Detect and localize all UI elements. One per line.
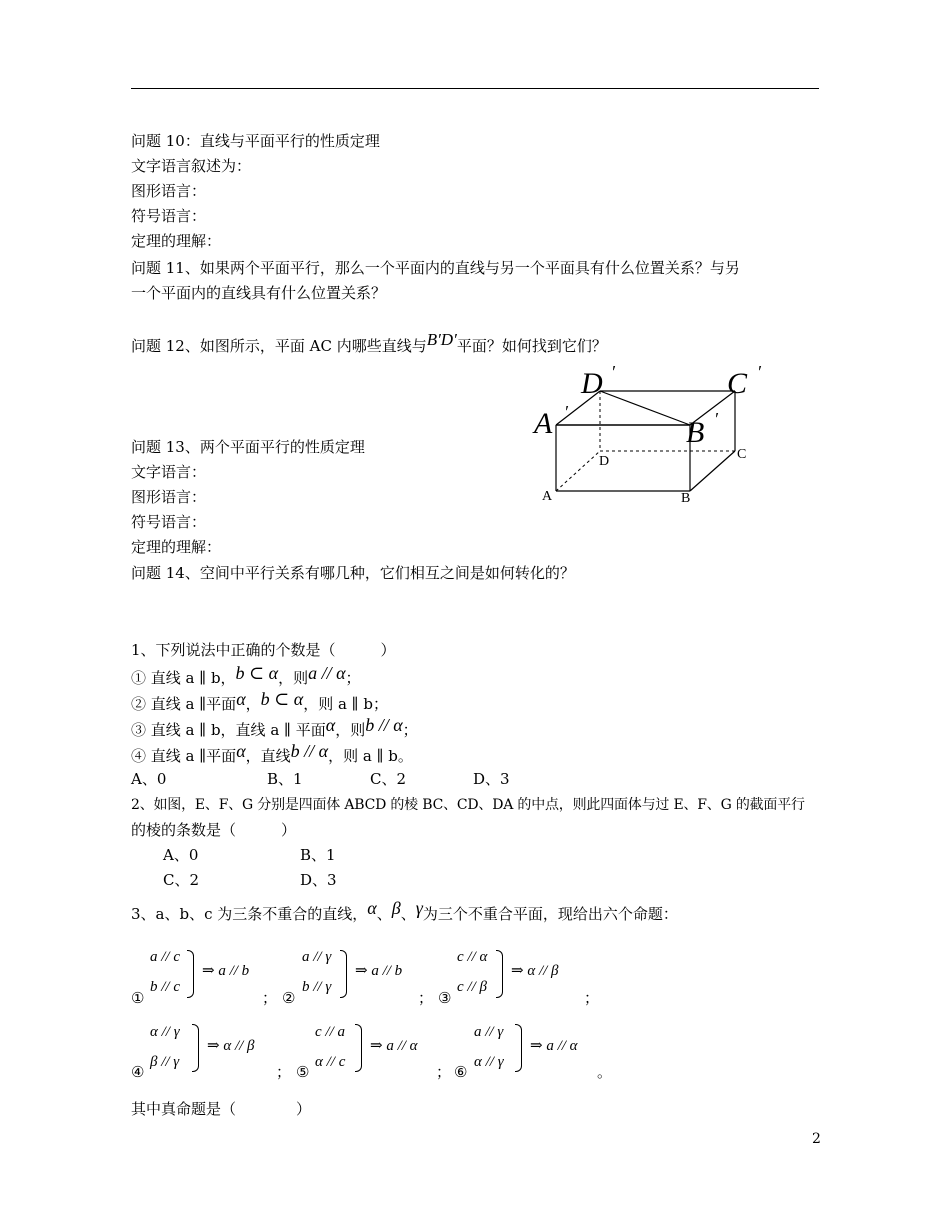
prop-4-result: ⇒ α // β	[207, 1038, 255, 1054]
prop-6-result: ⇒ a // α	[530, 1038, 578, 1054]
prop-2-brace	[340, 950, 347, 998]
prop-6-top: a // γ	[474, 1024, 504, 1040]
prop-1-brace	[187, 950, 194, 998]
prop-3-bottom: c // β	[457, 979, 487, 995]
ex1-statement-3: ③ 直线 a ∥ b，直线 a ∥ 平面α，则b // α；	[131, 715, 418, 739]
ex1-option-b: B、1	[267, 770, 303, 788]
prop-1-result: ⇒ a // b	[202, 963, 250, 979]
prop-2-result: ⇒ a // b	[355, 963, 403, 979]
label-B: B	[681, 491, 691, 506]
prime-mark-A: ′	[564, 402, 568, 422]
prop-5-brace	[355, 1024, 362, 1072]
prop-6-number: ⑥	[454, 1063, 468, 1081]
ex1-option-d: D、3	[473, 770, 510, 788]
prop-1-top: a // c	[150, 949, 180, 965]
label-B-prime: B	[686, 416, 705, 449]
q10-understanding-line: 定理的理解：	[131, 232, 222, 250]
prime-mark-B: ′	[714, 409, 718, 429]
q10-figure-line: 图形语言：	[131, 182, 207, 200]
prop-2-end: ；	[418, 989, 434, 1007]
label-D-prime: D	[581, 367, 603, 400]
prop-1-end: ；	[262, 989, 278, 1007]
prop-4-brace	[192, 1024, 199, 1072]
prop-1-bottom: b // c	[150, 979, 180, 995]
label-C: C	[737, 447, 747, 462]
prop-5-bottom: α // c	[315, 1054, 346, 1070]
prop-4-end: ；	[276, 1063, 292, 1081]
prop-4-bottom: β // γ	[150, 1054, 180, 1070]
label-C-prime: C	[727, 367, 748, 400]
ex1-statement-4: ④ 直线 a ∥平面α，直线b // α，则 a ∥ b。	[131, 741, 413, 765]
q10-text-line: 文字语言叙述为：	[131, 157, 252, 175]
header-rule	[131, 88, 819, 89]
prop-5-end: ；	[436, 1063, 452, 1081]
prop-2-top: a // γ	[302, 949, 332, 965]
prop-2-bottom: b // γ	[302, 979, 332, 995]
ex3-answer-line: 其中真命题是（ ）	[131, 1100, 312, 1118]
q13-symbol-line: 符号语言：	[131, 513, 207, 531]
prop-3-result: ⇒ α // β	[511, 963, 559, 979]
q13-text-line: 文字语言：	[131, 463, 207, 481]
q13-figure-line: 图形语言：	[131, 488, 207, 506]
cube-figure	[530, 360, 770, 510]
page-number: 2	[812, 1131, 821, 1147]
q13-understanding-line: 定理的理解：	[131, 538, 222, 556]
ex1-statement-2: ② 直线 a ∥平面α，b ⊂ α，则 a ∥ b；	[131, 689, 388, 713]
q10-symbol-line: 符号语言：	[131, 207, 207, 225]
prop-3-end: ；	[584, 989, 600, 1007]
q11-line2: 一个平面内的直线具有什么位置关系？	[131, 284, 387, 302]
prop-2-number: ②	[282, 989, 296, 1007]
ex1-option-a: A、0	[131, 770, 167, 788]
prop-4-number: ④	[131, 1063, 145, 1081]
label-A: A	[542, 489, 553, 504]
prop-3-top: c // α	[457, 949, 488, 965]
prop-3-number: ③	[438, 989, 452, 1007]
prop-4-top: α // γ	[150, 1024, 180, 1040]
q12-text-pre: 问题 12、如图所示，平面 AC 内哪些直线与	[131, 337, 427, 355]
prop-6-end: 。	[597, 1063, 613, 1081]
prop-6-brace	[515, 1024, 522, 1072]
ex3-stem: 3、a、b、c 为三条不重合的直线，α、β、γ为三个不重合平面，现给出六个命题：	[131, 898, 678, 923]
ex1-stem: 1、下列说法中正确的个数是（ ）	[131, 641, 396, 659]
q13-title: 问题 13、两个平面平行的性质定理	[131, 438, 365, 456]
prop-5-top: c // a	[315, 1024, 345, 1040]
ex2-line1: 2、如图，E、F、G 分别是四面体 ABCD 的棱 BC、CD、DA 的中点，则此四面体与过 E、F、G 的截面平行	[131, 797, 805, 813]
q12-math: B′D′	[426, 330, 457, 349]
prop-6-bottom: α // γ	[474, 1054, 504, 1070]
ex2-option-a: A、0	[163, 846, 199, 864]
q10-title: 问题 10：直线与平面平行的性质定理	[131, 132, 380, 150]
q12-line	[131, 330, 607, 356]
prime-mark-D: ′	[611, 362, 615, 382]
q12-text-post: 平面？如何找到它们？	[456, 337, 607, 355]
ex1-statement-1: ① 直线 a ∥ b，b ⊂ α，则a // α；	[131, 663, 361, 687]
q11-line1: 问题 11、如果两个平面平行，那么一个平面内的直线与另一个平面具有什么位置关系？与另	[131, 259, 740, 277]
ex1-option-c: C、2	[370, 770, 407, 788]
ex2-line2: 的棱的条数是（ ）	[131, 821, 297, 839]
ex2-option-d: D、3	[300, 871, 337, 889]
prop-5-result: ⇒ a // α	[370, 1038, 418, 1054]
ex2-option-b: B、1	[300, 846, 336, 864]
prop-3-brace	[496, 950, 503, 998]
label-D: D	[599, 454, 610, 469]
prop-5-number: ⑤	[296, 1063, 310, 1081]
prime-mark-C: ′	[757, 362, 761, 382]
label-A-prime: A	[534, 407, 553, 440]
ex2-option-c: C、2	[163, 871, 200, 889]
q14-line: 问题 14、空间中平行关系有哪几种，它们相互之间是如何转化的？	[131, 564, 575, 582]
prop-1-number: ①	[131, 989, 145, 1007]
